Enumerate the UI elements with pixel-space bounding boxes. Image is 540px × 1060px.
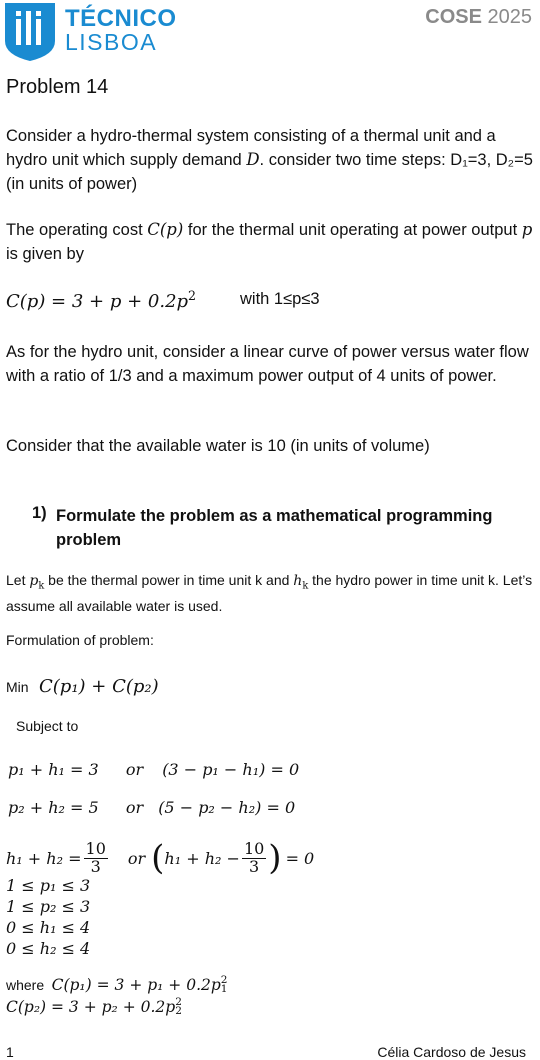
fraction-10-3-alt: $\frac{10}{3}$ — [243, 838, 265, 876]
bound-4: 0 ≤ h₂ ≤ 4 — [6, 939, 91, 958]
author: Célia Cardoso de Jesus — [377, 1044, 526, 1060]
fraction-10-3: $\frac{10}{3}$ — [85, 838, 106, 876]
section-1-title: Formulate the problem as a mathematical programming problem — [56, 507, 493, 549]
intro-paragraph-4: Consider that the available water is 10 (in units of volume) — [6, 437, 430, 455]
where-line-2: C(p₂) = 3 + p₂ + 0.2p 2 2 — [6, 996, 182, 1018]
course-year: 2025 — [487, 6, 532, 28]
intro-paragraph-2: The operating cost C(p) for the thermal unit operating at power output p is given by — [6, 220, 533, 263]
intro-paragraph-1: Consider a hydro-thermal system consisting of a thermal unit and a hydro unit which supply demand D. consider two time steps: D₁=3, D₂=5 (in units of power) — [6, 127, 533, 193]
min-label: Min — [6, 679, 29, 695]
page-number: 1 — [6, 1044, 14, 1060]
ist-logo-icon — [5, 3, 55, 61]
logo-line-2: LISBOA — [65, 29, 158, 55]
bound-2: 1 ≤ p₂ ≤ 3 — [6, 897, 91, 916]
constraint-1: p₁ + h₁ = 3 or (3 − p₁ − h₁) = 0 — [8, 760, 300, 779]
logo-line-1: TÉCNICO — [65, 5, 177, 32]
course-label — [425, 6, 532, 29]
cost-equation: $C(p) = 3 + p + 0.2p^2$ — [6, 288, 197, 312]
objective-expr: C(p₁) + C(p₂) — [39, 676, 159, 697]
ist-logo — [5, 3, 177, 63]
bound-3: 0 ≤ h₁ ≤ 4 — [6, 918, 91, 937]
where-line-1: where C(p₁) = 3 + p₁ + 0.2p 2 1 — [6, 974, 228, 996]
course-code: COSE — [425, 6, 482, 28]
section-1-number: 1) — [32, 504, 47, 522]
bound-1: 1 ≤ p₁ ≤ 3 — [6, 876, 91, 895]
problem-title: Problem 14 — [6, 76, 109, 98]
let-paragraph: Let $p_k$ be the thermal power in time unit k and $h_k$ the hydro power in time unit k. Let’s assume all available water is used. — [6, 572, 533, 615]
formulation-label: Formulation of problem: — [6, 632, 154, 648]
cost-range: with 1≤p≤3 — [240, 290, 320, 308]
intro-paragraph-3: As for the hydro unit, consider a linear curve of power versus water flow with a ratio of 1/3 and a maximum power output of 4 units of power. — [6, 343, 529, 385]
subject-to-label: Subject to — [16, 718, 79, 734]
constraint-3: h₁ + h₂ = $\frac{10}{3}$ or ( h₁ + h₂ − $\frac{10}{3}$ ) = 0 — [6, 838, 315, 878]
constraint-2: p₂ + h₂ = 5 or (5 − p₂ − h₂) = 0 — [8, 798, 296, 817]
objective — [6, 676, 159, 697]
